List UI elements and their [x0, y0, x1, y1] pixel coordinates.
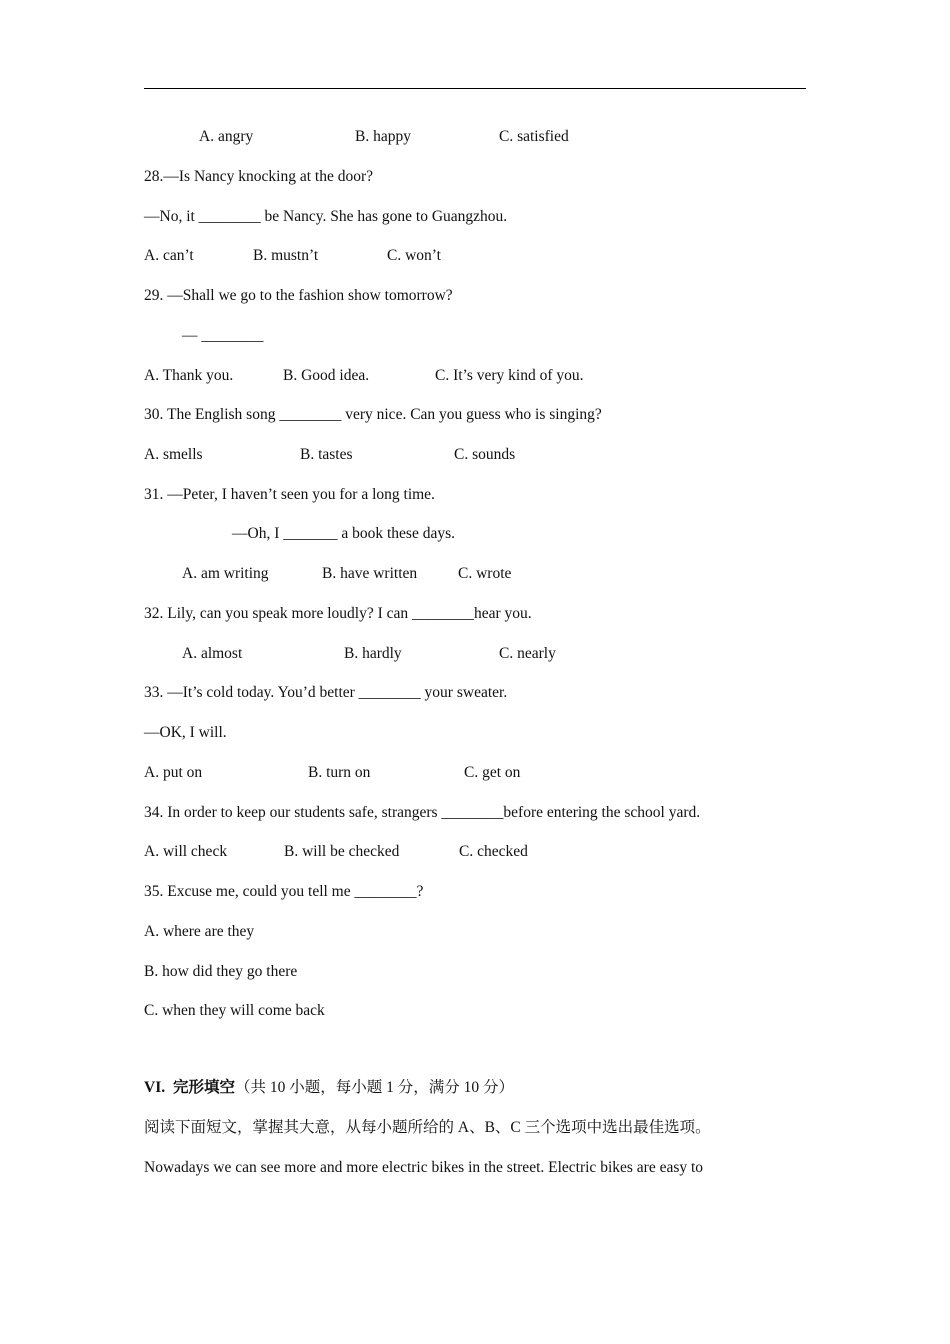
- q28-option-a[interactable]: A. can’t: [144, 247, 194, 264]
- q32-option-a[interactable]: A. almost: [182, 645, 243, 662]
- section-number: VI.: [144, 1079, 166, 1096]
- q31-option-a[interactable]: A. am writing: [182, 565, 269, 582]
- q29-reply: — ________: [182, 327, 264, 344]
- q27-option-c[interactable]: C. satisfied: [499, 128, 569, 145]
- q28-stem: 28.—Is Nancy knocking at the door?: [144, 168, 373, 185]
- q33-option-c[interactable]: C. get on: [464, 764, 521, 781]
- q33-option-b[interactable]: B. turn on: [308, 764, 371, 781]
- q34-option-a[interactable]: A. will check: [144, 843, 228, 860]
- q32-stem: 32. Lily, can you speak more loudly? I can ________hear you.: [144, 605, 532, 622]
- q34-stem: 34. In order to keep our students safe, strangers ________before entering the school yard.: [144, 804, 701, 821]
- q32-option-b[interactable]: B. hardly: [344, 645, 402, 662]
- q35-option-b[interactable]: B. how did they go there: [144, 963, 298, 980]
- q28-option-b[interactable]: B. mustn’t: [253, 247, 319, 264]
- q31-option-b[interactable]: B. have written: [322, 565, 418, 582]
- q33-option-a[interactable]: A. put on: [144, 764, 203, 781]
- header-rule: [144, 88, 806, 89]
- section-instruction: 阅读下面短文，掌握其大意，从每小题所给的 A、B、C 三个选项中选出最佳选项。: [144, 1119, 711, 1136]
- q35-stem: 35. Excuse me, could you tell me ________?: [144, 883, 424, 900]
- q30-option-a[interactable]: A. smells: [144, 446, 203, 463]
- q34-option-b[interactable]: B. will be checked: [284, 843, 400, 860]
- q33-reply: —OK, I will.: [144, 724, 227, 741]
- q28-option-c[interactable]: C. won’t: [387, 247, 441, 264]
- q34-option-c[interactable]: C. checked: [459, 843, 528, 860]
- q35-option-a[interactable]: A. where are they: [144, 923, 255, 940]
- q29-option-b[interactable]: B. Good idea.: [283, 367, 370, 384]
- q32-option-c[interactable]: C. nearly: [499, 645, 556, 662]
- q31-reply: —Oh, I _______ a book these days.: [232, 525, 455, 542]
- section-title: 完形填空: [172, 1079, 235, 1096]
- q31-stem: 31. —Peter, I haven’t seen you for a long time.: [144, 486, 435, 503]
- q33-stem: 33. —It’s cold today. You’d better ________ your sweater.: [144, 684, 508, 701]
- section-note: （共 10 小题，每小题 1 分，满分 10 分）: [235, 1079, 515, 1096]
- section-heading: [144, 1078, 514, 1098]
- q29-option-c[interactable]: C. It’s very kind of you.: [435, 367, 584, 384]
- q27-option-a[interactable]: A. angry: [199, 128, 254, 145]
- q29-stem: 29. —Shall we go to the fashion show tomorrow?: [144, 287, 453, 304]
- q30-stem: 30. The English song ________ very nice. Can you guess who is singing?: [144, 406, 602, 423]
- q29-option-a[interactable]: A. Thank you.: [144, 367, 234, 384]
- q35-option-c[interactable]: C. when they will come back: [144, 1002, 325, 1019]
- q31-option-c[interactable]: C. wrote: [458, 565, 512, 582]
- q30-option-b[interactable]: B. tastes: [300, 446, 353, 463]
- q28-reply: —No, it ________ be Nancy. She has gone to Guangzhou.: [144, 208, 508, 225]
- q30-option-c[interactable]: C. sounds: [454, 446, 516, 463]
- passage-first-line: Nowadays we can see more and more electric bikes in the street. Electric bikes are easy to: [144, 1159, 704, 1176]
- q27-option-b[interactable]: B. happy: [355, 128, 411, 145]
